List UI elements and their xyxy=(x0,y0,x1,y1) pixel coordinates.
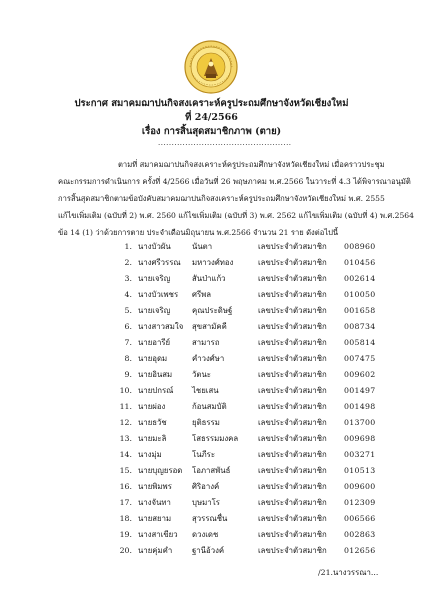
member-id: 005814 xyxy=(344,338,376,347)
member-first-name: นางบัวเพชร xyxy=(138,290,179,299)
member-first-name: นายบุญยรอด xyxy=(138,466,183,475)
member-id-label: เลขประจำตัวสมาชิก xyxy=(258,482,327,491)
member-id: 001498 xyxy=(344,402,376,411)
member-id: 009698 xyxy=(344,434,376,443)
member-id-label: เลขประจำตัวสมาชิก xyxy=(258,546,327,555)
member-row xyxy=(110,511,410,527)
body-line-5: ข้อ 14 (1) ว่าด้วยการตาย ประจำเดือนมิถุนายน พ.ศ.2566 จำนวน 21 ราย ดังต่อไปนี้ xyxy=(58,228,339,237)
member-number: 9. xyxy=(124,370,132,379)
member-row xyxy=(110,399,410,415)
member-first-name: นายอารีย์ xyxy=(138,338,171,347)
member-last-name: คำวงศ์ษา xyxy=(192,354,225,363)
member-id: 009602 xyxy=(344,370,376,379)
member-id-label: เลขประจำตัวสมาชิก xyxy=(258,290,327,299)
member-id: 010513 xyxy=(344,466,376,475)
member-row xyxy=(110,287,410,303)
body-line-2: คณะกรรมการดำเนินการ ครั้งที่ 4/2566 เมื่อวันที่ 26 พฤษภาคม พ.ศ.2566 ในวาระที่ 4.3 ได้พิจารณาอนุมัติ xyxy=(58,177,411,186)
member-last-name: สุวรรณชื่น xyxy=(192,514,228,523)
member-row xyxy=(110,303,410,319)
member-id: 010050 xyxy=(344,290,376,299)
member-id-label: เลขประจำตัวสมาชิก xyxy=(258,514,327,523)
member-row xyxy=(110,351,410,367)
member-last-name: ยุติธรรม xyxy=(192,418,220,427)
member-id: 012309 xyxy=(344,498,376,507)
member-row xyxy=(110,495,410,511)
member-first-name: นายอินสม xyxy=(138,370,173,379)
member-number: 2. xyxy=(124,258,132,267)
member-id: 008960 xyxy=(344,242,376,251)
body-line-1: ตามที่ สมาคมฌาปนกิจสงเคราะห์ครูประถมศึกษาจังหวัดเชียงใหม่ เมื่อคราวประชุม xyxy=(118,160,385,169)
member-number: 11. xyxy=(119,402,132,411)
member-number: 3. xyxy=(124,274,132,283)
member-first-name: นางจันทา xyxy=(138,498,171,507)
member-id-label: เลขประจำตัวสมาชิก xyxy=(258,322,327,331)
member-first-name: นางสาวสมใจ xyxy=(138,322,184,331)
member-last-name: ศิริอางค์ xyxy=(192,482,220,491)
member-number: 15. xyxy=(119,466,132,475)
member-number: 14. xyxy=(119,450,132,459)
member-id-label: เลขประจำตัวสมาชิก xyxy=(258,498,327,507)
member-list xyxy=(110,239,410,559)
member-id-label: เลขประจำตัวสมาชิก xyxy=(258,370,327,379)
member-number: 16. xyxy=(119,482,132,491)
member-first-name: นายอุดม xyxy=(138,354,168,363)
continuation-note: /21.นางวรรณา... xyxy=(318,568,379,577)
member-last-name: วัตนะ xyxy=(192,370,211,379)
member-last-name: มหาวงศ์ทอง xyxy=(192,258,234,267)
member-id-label: เลขประจำตัวสมาชิก xyxy=(258,386,327,395)
member-last-name: โนภีระ xyxy=(192,450,216,459)
member-number: 20. xyxy=(119,546,132,555)
member-number: 5. xyxy=(124,306,132,315)
member-first-name: นางมุ่ม xyxy=(138,450,162,459)
member-id: 013700 xyxy=(344,418,376,427)
member-id-label: เลขประจำตัวสมาชิก xyxy=(258,274,327,283)
member-id-label: เลขประจำตัวสมาชิก xyxy=(258,338,327,347)
member-last-name: สันป่าแก้ว xyxy=(192,274,226,283)
member-id: 010456 xyxy=(344,258,376,267)
member-id-label: เลขประจำตัวสมาชิก xyxy=(258,306,327,315)
member-row xyxy=(110,415,410,431)
member-number: 17. xyxy=(119,498,132,507)
member-last-name: ดวงเดช xyxy=(192,530,219,539)
member-row xyxy=(110,431,410,447)
member-last-name: สามารถ xyxy=(192,338,220,347)
member-last-name: นันตา xyxy=(192,242,213,251)
body-line-3: การสิ้นสุดสมาชิกตามข้อบังคับสมาคมฌาปนกิจสงเคราะห์ครูประถมศึกษาจังหวัดเชียงใหม่ พ.ศ. 2555 xyxy=(58,194,385,203)
member-row xyxy=(110,543,410,559)
member-row xyxy=(110,479,410,495)
member-id: 002863 xyxy=(344,530,376,539)
member-last-name: บุษมาโร xyxy=(192,498,220,507)
member-last-name: คุณประดิษฐ์ xyxy=(192,306,233,315)
separator-dots: ................................................. xyxy=(158,139,292,147)
member-id-label: เลขประจำตัวสมาชิก xyxy=(258,402,327,411)
member-number: 18. xyxy=(119,514,132,523)
association-seal-icon xyxy=(184,40,238,94)
member-id: 012656 xyxy=(344,546,376,555)
member-id: 007475 xyxy=(344,354,376,363)
member-row xyxy=(110,271,410,287)
member-row xyxy=(110,463,410,479)
member-number: 4. xyxy=(124,290,132,299)
announcement-title: ประกาศ สมาคมฌาปนกิจสงเคราะห์ครูประถมศึกษาจังหวัดเชียงใหม่ xyxy=(74,98,349,109)
member-row xyxy=(110,447,410,463)
member-id: 006566 xyxy=(344,514,376,523)
announcement-number: ที่ 24/2566 xyxy=(185,112,238,123)
member-first-name: นายสยาม xyxy=(138,514,172,523)
member-row xyxy=(110,367,410,383)
member-number: 6. xyxy=(124,322,132,331)
member-id-label: เลขประจำตัวสมาชิก xyxy=(258,450,327,459)
member-first-name: นายเจริญ xyxy=(138,306,171,315)
announcement-subject: เรื่อง การสิ้นสุดสมาชิกภาพ (ตาย) xyxy=(141,126,282,137)
member-last-name: ฐานีอ้วงค์ xyxy=(192,546,225,555)
member-first-name: นายผ่อง xyxy=(138,402,166,411)
member-first-name: นายคุ่มคำ xyxy=(138,546,173,555)
member-first-name: นายธวัช xyxy=(138,418,167,427)
member-last-name: สุขสามัคคี xyxy=(192,322,227,331)
member-id-label: เลขประจำตัวสมาชิก xyxy=(258,258,327,267)
member-id: 009600 xyxy=(344,482,376,491)
member-first-name: นางศรีวรรณ xyxy=(138,258,181,267)
member-last-name: ศรีพล xyxy=(192,290,212,299)
member-id: 001658 xyxy=(344,306,376,315)
member-id: 003271 xyxy=(344,450,376,459)
member-first-name: นางบัวผัน xyxy=(138,242,171,251)
member-first-name: นายเจริญ xyxy=(138,274,171,283)
member-number: 8. xyxy=(124,354,132,363)
member-last-name: ไชยเสน xyxy=(192,386,219,395)
member-row xyxy=(110,527,410,543)
member-id-label: เลขประจำตัวสมาชิก xyxy=(258,434,327,443)
member-id-label: เลขประจำตัวสมาชิก xyxy=(258,466,327,475)
member-id: 008734 xyxy=(344,322,376,331)
member-number: 12. xyxy=(119,418,132,427)
member-id: 002614 xyxy=(344,274,376,283)
member-first-name: นางสาเขียว xyxy=(138,530,178,539)
member-row xyxy=(110,255,410,271)
member-id: 001497 xyxy=(344,386,376,395)
member-last-name: โสธรรมมงคล xyxy=(192,434,239,443)
member-id-label: เลขประจำตัวสมาชิก xyxy=(258,418,327,427)
member-last-name: โอภาสพันธ์ xyxy=(192,466,231,475)
member-id-label: เลขประจำตัวสมาชิก xyxy=(258,530,327,539)
member-id-label: เลขประจำตัวสมาชิก xyxy=(258,354,327,363)
member-number: 19. xyxy=(119,530,132,539)
member-first-name: นายปกรณ์ xyxy=(138,386,174,395)
member-number: 10. xyxy=(119,386,132,395)
member-first-name: นายพิมพร xyxy=(138,482,172,491)
member-row xyxy=(110,335,410,351)
member-first-name: นายมะลิ xyxy=(138,434,167,443)
member-number: 1. xyxy=(124,242,132,251)
member-id-label: เลขประจำตัวสมาชิก xyxy=(258,242,327,251)
body-line-4: แก้ไขเพิ่มเติม (ฉบับที่ 2) พ.ศ. 2560 แก้ไขเพิ่มเติม (ฉบับที่ 3) พ.ศ. 2562 แก้ไขเพิ่มเติม (ฉบับที่ 4) พ.ศ.2564 xyxy=(58,211,414,220)
member-last-name: ก้อนสมบัติ xyxy=(192,402,227,411)
member-number: 13. xyxy=(119,434,132,443)
member-row xyxy=(110,383,410,399)
member-row xyxy=(110,319,410,335)
member-row xyxy=(110,239,410,255)
member-number: 7. xyxy=(124,338,132,347)
